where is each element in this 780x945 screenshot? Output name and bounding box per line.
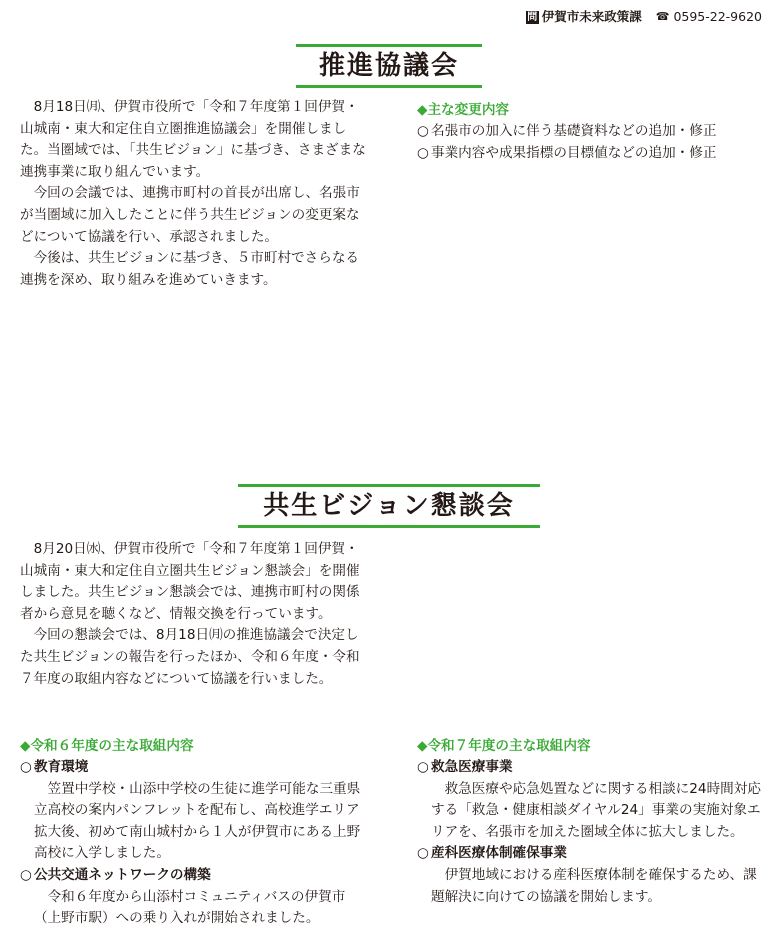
activity-title: ○ 産科医療体制確保事業 — [417, 843, 767, 865]
list-item: ○ 名張市の加入に伴う基礎資料などの追加・修正 — [417, 121, 767, 143]
activity-body: 笠置中学校・山添中学校の生徒に進学可能な三重県立高校の案内パンフレットを配布し、高校進学エリア拡大後、初めて南山城村から１人が伊賀市にある上野高校に入学しました。 — [34, 780, 361, 862]
activity-title: ○ 救急医療事業 — [417, 757, 767, 779]
circle-marker-icon: ○ — [417, 759, 429, 775]
circle-marker-icon: ○ — [417, 845, 429, 862]
section2-heading: 共生ビジョン懇談会 — [238, 484, 540, 528]
contact-info — [526, 9, 762, 25]
changes-heading: ◆主な変更内容 — [417, 102, 510, 118]
r7-activities — [417, 735, 767, 908]
r6-activities — [20, 735, 367, 930]
inquiry-badge: 問 — [527, 11, 538, 23]
department-name: 伊賀市未来政策課 — [541, 9, 642, 24]
section1-heading: 推進協議会 — [296, 44, 482, 88]
paragraph: 今回の会議では、連携市町村の首長が出席し、名張市が当圏域に加入したことに伴う共生ビジョンの変更案などについて協議を行い、承認されました。 — [20, 185, 360, 245]
section1-changes — [417, 99, 767, 164]
phone-icon: ☎ — [655, 10, 670, 23]
activity-title: ○ 教育環境 — [20, 757, 367, 779]
circle-marker-icon: ○ — [417, 123, 429, 139]
paragraph: 今回の懇談会では、8月18日㈪の推進協議会で決定した共生ビジョンの報告を行ったほか、令和６年度・令和７年度の取組内容などについて協議を行いました。 — [20, 627, 360, 687]
paragraph: 8月20日㈬、伊賀市役所で「令和７年度第１回伊賀・山城南・東大和定住自立圏共生ビジョン懇談会」を開催しました。共生ビジョン懇談会では、連携市町村の関係者から意見を聴くなど、情報交換を行っています。 — [20, 541, 360, 622]
phone-number: 0595-22-9620 — [673, 9, 762, 24]
r6-heading: ◆令和６年度の主な取組内容 — [20, 738, 194, 754]
circle-marker-icon: ○ — [417, 144, 429, 161]
activity-body: 救急医療や応急処置などに関する相談に24時間対応する「救急・健康相談ダイヤル24」事業の実施対象エリアを、名張市を加えた圏域全体に拡大しました。 — [431, 780, 761, 840]
list-item: ○ 事業内容や成果指標の目標値などの追加・修正 — [417, 143, 767, 165]
section1-body — [20, 97, 367, 291]
circle-marker-icon: ○ — [20, 759, 32, 775]
activity-title: ○ 公共交通ネットワークの構築 — [20, 865, 367, 887]
activity-body: 伊賀地域における産科医療体制を確保するため、課題解決に向けての協議を開始します。 — [431, 866, 757, 905]
section2-body — [20, 539, 367, 690]
r7-heading: ◆令和７年度の主な取組内容 — [417, 738, 591, 754]
paragraph: 今後は、共生ビジョンに基づき、５市町村でさらなる連携を深め、取り組みを進めていきます。 — [20, 250, 360, 288]
circle-marker-icon: ○ — [20, 866, 32, 883]
activity-body: 令和６年度から山添村コミュニティバスの伊賀市（上野市駅）への乗り入れが開始されました。 — [34, 888, 346, 927]
paragraph: 8月18日㈪、伊賀市役所で「令和７年度第１回伊賀・山城南・東大和定住自立圏推進協議会」を開催しました。当圏域では、「共生ビジョン」に基づき、さまざまな連携事業に取り組んでいます。 — [20, 99, 366, 180]
